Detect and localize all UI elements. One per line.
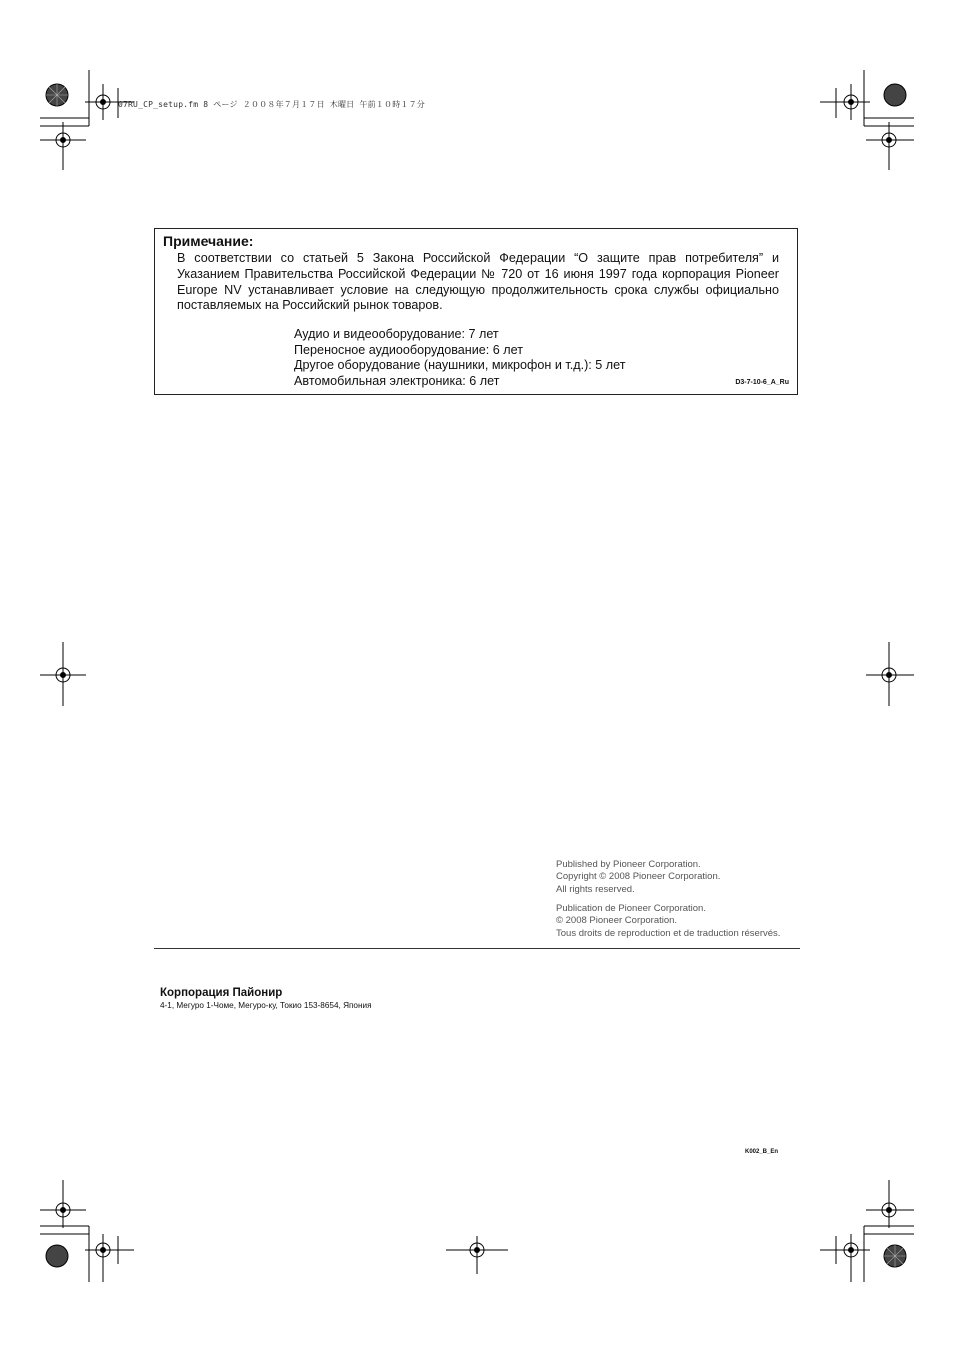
crosshair-icon — [446, 1236, 508, 1274]
list-item: Другое оборудование (наушники, микрофон и т.д.): 5 лет — [294, 358, 626, 373]
note-title: Примечание: — [163, 233, 254, 249]
crosshair-icon — [866, 122, 914, 170]
crosshair-icon — [40, 642, 86, 706]
starburst-target-icon — [884, 84, 906, 106]
publication-line: Copyright © 2008 Pioneer Corporation. — [556, 871, 721, 883]
publication-line: © 2008 Pioneer Corporation. — [556, 915, 678, 927]
publication-line: Tous droits de reproduction et de traduction réservés. — [556, 927, 781, 939]
crosshair-icon — [85, 1234, 134, 1282]
crosshair-icon — [40, 122, 86, 170]
crosshair-icon — [820, 1234, 870, 1282]
note-box — [154, 228, 798, 395]
file-info-header: 07RU_CP_setup.fm 8 ページ ２００８年７月１７日 木曜日 午前１０時１７分 — [118, 100, 425, 109]
crosshair-icon — [820, 84, 870, 120]
publication-line: All rights reserved. — [556, 883, 635, 895]
publication-line: Publication de Pioneer Corporation. — [556, 903, 706, 914]
note-code: D3-7-10-6_A_Ru — [735, 379, 789, 386]
corporation-name: Корпорация Пайонир — [160, 987, 283, 999]
list-item: Переносное аудиооборудование: 6 лет — [294, 342, 523, 357]
publication-fr — [556, 903, 780, 940]
starburst-target-icon — [884, 1245, 906, 1267]
footer-code: K002_B_En — [745, 1149, 779, 1155]
list-item: Автомобильная электроника: 6 лет — [294, 373, 500, 388]
list-item: Аудио и видеооборудование: 7 лет — [294, 327, 499, 341]
publication-line: Published by Pioneer Corporation. — [556, 859, 701, 870]
service-life-list — [294, 327, 626, 389]
starburst-target-icon — [46, 1245, 68, 1267]
note-paragraph: В соответствии со статьей 5 Закона Российской Федерации “О защите прав потребителя” и Указанием Правительства Российской Федерации № 720 от 16 июня 1997 года корпорация Pioneer Europe NV устанавливает условие на следующую продолжительность срока службы официально поставляемых на Российский рынок товаров. — [177, 251, 779, 313]
crosshair-icon — [40, 1180, 86, 1228]
corporation-address: 4-1, Мегуро 1-Чоме, Мегуро-ку, Токио 153-8654, Япония — [160, 1001, 372, 1010]
starburst-target-icon — [46, 84, 68, 106]
crosshair-icon — [866, 642, 914, 706]
crosshair-icon — [866, 1180, 914, 1228]
divider — [154, 948, 800, 949]
publication-en — [556, 859, 720, 896]
